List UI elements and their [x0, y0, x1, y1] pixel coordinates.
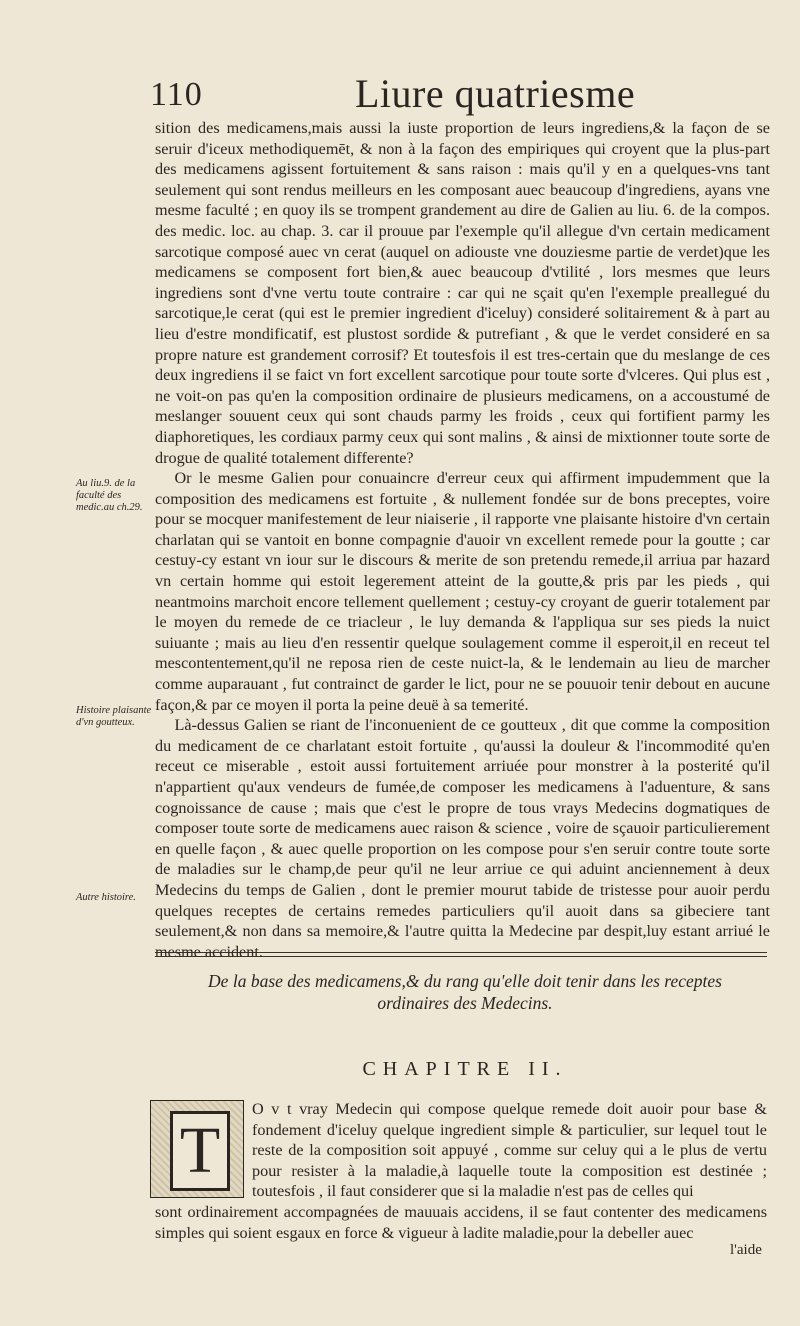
main-text	[155, 118, 770, 962]
page-number: 110	[150, 76, 203, 113]
margin-note: Histoire plaisante d'vn goutteux.	[76, 705, 152, 728]
catchword: l'aide	[730, 1242, 762, 1258]
margin-note: Autre histoire.	[76, 892, 136, 903]
margin-note: Au liu.9. de la faculté des medic.au ch.29.	[76, 478, 143, 513]
chapter-paragraph-continued: sont ordinairement accompagnées de mauuais accidens, il se faut contenter des medicamens simples qui soient esgaux en force & vigueur à ladite maladie,pour la debeller auec	[155, 1203, 767, 1242]
paragraph: Or le mesme Galien pour conuaincre d'erreur ceux qui affirment impudemment que la composition des medicamens est fortuite , & nullement fondée sur de bons preceptes, voire pour se mocquer manifestement de leur niaiserie , il rapporte vne plaisante histoire d'vn certain charlatan qui se vantoit en bonne compagnie d'auoir vn excellent remede pour la goutte ; car cestuy-cy estant vn iour sur le discours & merite de son pretendu remede,il arriua par hazard vn certain homme qui estoit legerement atteint de la goutte,& pris par les pieds , qui neantmoins marchoit encore tellement quellement ; cestuy-cy croyant de guerir totalement par le moyen du remede de ce triacleur , le luy demanda & l'appliqua sur ses pieds la nuict suiuante ; mais au lieu d'en ressentir quelque soulagement comme il esperoit,il en receut tel mescontentement,qu'il ne reposa rien de ceste nuict-la, & le lendemain au lieu de marcher comme auparauant , fut contrainct de garder le lict, pour ne se pouuoir tenir debout en aucune façon,& par ce moyen il porta la peine deuë à sa temerité.	[155, 469, 770, 714]
dropcap-letter: T	[170, 1111, 230, 1191]
section-rule	[155, 956, 767, 957]
paragraph: sition des medicamens,mais aussi la iuste proportion de leurs ingrediens,& la façon de se seruir d'iceux methodiquemēt, & non à la façon des empiriques qui croyent que la plus-part des medicamens agissent fortuitement & sans raison : mais qu'il y en a quelques-vns tant seulement qui sont rendus meilleurs en les composant auec beaucoup d'ingrediens, ayans vne mesme faculté ; en quoy ils se trompent grandement au dire de Galien au liu. 6. de la compos. des medic. loc. au chap. 3. car il prouue par l'exemple qu'il allegue d'vn certain medicament sarcotique composé auec vn cerat (auquel on adiouste vne douziesme partie de verdet)que les medicamens se composent fort bien,& auec beaucoup d'vtilité , lors mesmes que leurs ingrediens sont d'vne vertu toute contraire : car qui ne sçait qu'en l'exemple preallegué du sarcotique,le cerat (qui est le premier ingredient d'iceluy) consideré solitairement & à part au lieu d'estre mondificatif, est plustost sordide & putrefiant , & que le verdet consideré en sa propre nature est grandement corrosif? Et toutesfois il est tres-certain que du meslange de ces deux ingrediens il se faict vn fort excellent sarcotique pour toute sorte d'vlceres. Qui plus est , ne voit-on pas qu'en la composition ordinaire de plusieurs medicamens, on a accoustumé de meslanger souuent ceux qui sont chauds parmy les froids , ceux qui fortifient parmy les diaphoretiques, les cordiaux parmy ceux qui sont malins , & ainsi de mixtionner toute sorte de drogue de qualité totalement differente?	[155, 119, 770, 467]
section-title: De la base des medicamens,& du rang qu'elle doit tenir dans les receptes ordinaires des Medecins.	[208, 971, 722, 1013]
chapter-text	[252, 1099, 767, 1202]
chapter-paragraph-start: O v t vray Medecin qui compose quelque remede doit auoir pour base & fondement d'iceluy quelque ingredient simple & particulier, sur lequel tout le reste de la composition soit appuyé , comme sur celuy qui a le plus de vertu pour resister à la maladie,à laquelle toute la composition est destinée ; toutesfois , il faut considerer que si la maladie n'est pas de celles qui	[252, 1100, 767, 1201]
paragraph: Là-dessus Galien se riant de l'inconuenient de ce goutteux , dit que comme la composition du medicament de ce charlatant estoit fortuite , qu'aussi la douleur & l'incommodité qu'en receut ce miserable , estoit aussi fortuitement arriuée pour monstrer à la posterité qu'il n'appartient qu'aux vendeurs de fumée,de composer les medicamens à l'aduenture, & sans cognoissance de cause ; mais que c'est le propre de tous vrays Medecins dogmatiques de composer toute sorte de medicamens auec raison & science , voire de sçauoir particulierement en quelle façon , & auec quelle proportion on les compose pour s'en seruir contre toute sorte de maladies sur le champ,de peur qu'il ne leur arriue ce qui aduint anciennement à deux Medecins du temps de Galien , dont le premier mourut tabide de tristesse pour auoir perdu quelques receptes de certains remedes particuliers qu'il auoit dans sa gibeciere tant seulement,& non dans sa memoire,& l'autre quitta la Medecine par despit,luy estant arriué le mesme accident.	[155, 716, 770, 961]
ornamental-initial	[150, 1100, 244, 1198]
chapter-heading: CHAPITRE II.	[362, 1058, 568, 1080]
chapter-text-continued	[155, 1202, 767, 1243]
section-rule	[155, 952, 767, 953]
running-title: Liure quatriesme	[355, 71, 636, 116]
